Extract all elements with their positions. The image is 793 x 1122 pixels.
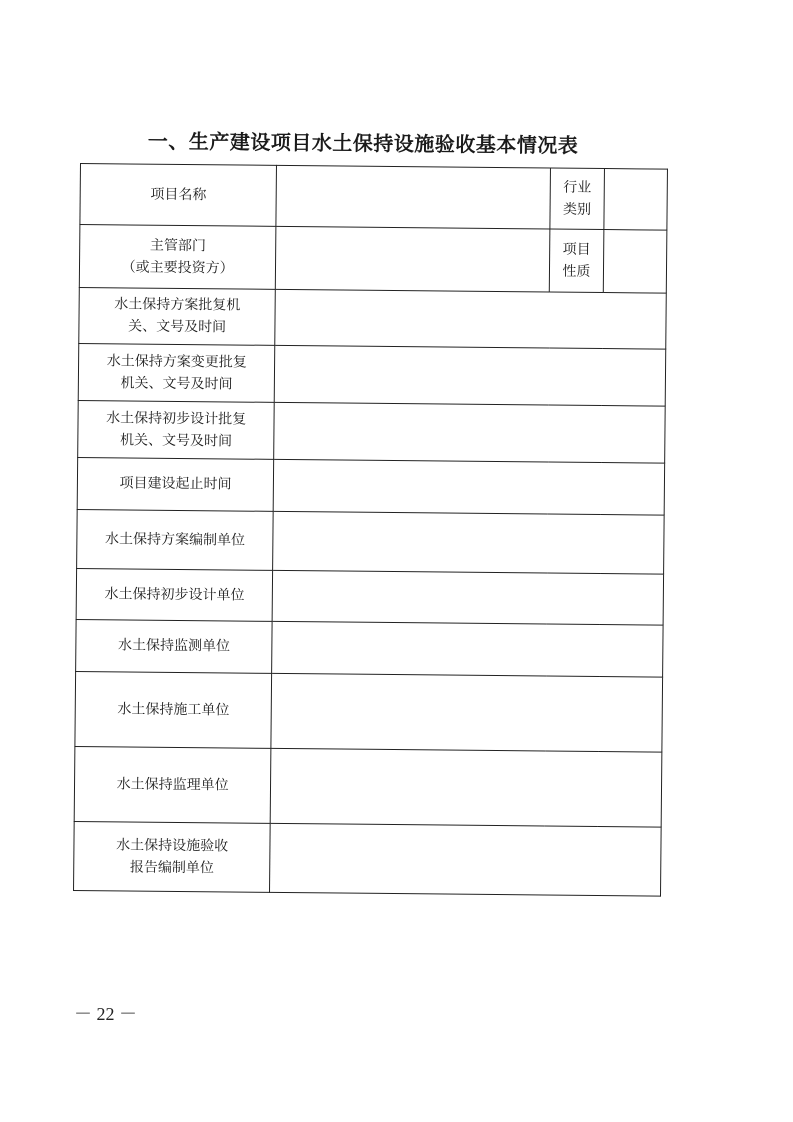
row-label-construction-unit: 水土保持施工单位 bbox=[75, 672, 272, 749]
value-cell-construction-unit[interactable] bbox=[271, 674, 662, 753]
row-label-plan-compiler: 水土保持方案编制单位 bbox=[77, 510, 274, 571]
value-cell-monitoring-unit[interactable] bbox=[272, 621, 663, 677]
value-cell-supervision-unit[interactable] bbox=[271, 748, 662, 827]
table-row bbox=[78, 400, 666, 462]
value-cell-plan-compiler[interactable] bbox=[273, 512, 664, 574]
value-cell-design-unit[interactable] bbox=[272, 570, 663, 624]
value-cell-plan-change-approval[interactable] bbox=[275, 346, 666, 406]
table-row bbox=[76, 568, 663, 624]
table-row bbox=[74, 822, 662, 897]
row-label-monitoring-unit: 水土保持监测单位 bbox=[76, 619, 273, 674]
page-number: － 22 － bbox=[74, 1004, 137, 1024]
table-row bbox=[77, 510, 665, 574]
row-label-supervision-unit: 水土保持监理单位 bbox=[74, 747, 271, 824]
row-label-plan-approval: 水土保持方案批复机 关、文号及时间 bbox=[79, 287, 276, 346]
page-title: 一、生产建设项目水土保持设施验收基本情况表 bbox=[147, 128, 579, 158]
row-label-preliminary-design-approval: 水土保持初步设计批复 机关、文号及时间 bbox=[78, 400, 275, 459]
row-label-design-unit: 水土保持初步设计单位 bbox=[76, 568, 273, 621]
table-row bbox=[76, 619, 663, 677]
row-label-plan-change-approval: 水土保持方案变更批复 机关、文号及时间 bbox=[78, 344, 275, 403]
value-cell-project-nature[interactable] bbox=[603, 229, 667, 292]
row-label-project-name: 项目名称 bbox=[80, 164, 277, 227]
table-row bbox=[75, 672, 663, 753]
row-label-acceptance-report-compiler: 水土保持设施验收 报告编制单位 bbox=[74, 822, 271, 893]
value-cell-acceptance-report-compiler[interactable] bbox=[270, 823, 661, 896]
row-label-competent-department: 主管部门 （或主要投资方） bbox=[79, 224, 276, 289]
side-label-industry-category: 行业 类别 bbox=[550, 168, 604, 229]
table-row bbox=[79, 287, 667, 349]
row-label-construction-period: 项目建设起止时间 bbox=[77, 457, 274, 512]
basic-info-table bbox=[73, 163, 668, 897]
side-label-project-nature: 项目 性质 bbox=[550, 229, 604, 292]
table-row bbox=[74, 747, 662, 828]
value-cell-construction-period[interactable] bbox=[274, 459, 665, 515]
value-cell-industry-category[interactable] bbox=[603, 169, 667, 230]
table-row bbox=[79, 224, 667, 292]
table-row bbox=[78, 344, 666, 406]
value-cell-competent-department[interactable] bbox=[276, 226, 551, 291]
value-cell-preliminary-design-approval[interactable] bbox=[274, 402, 665, 462]
table-row bbox=[80, 164, 668, 230]
value-cell-project-name[interactable] bbox=[276, 165, 551, 228]
value-cell-plan-approval[interactable] bbox=[275, 289, 666, 349]
table-row bbox=[77, 457, 664, 515]
